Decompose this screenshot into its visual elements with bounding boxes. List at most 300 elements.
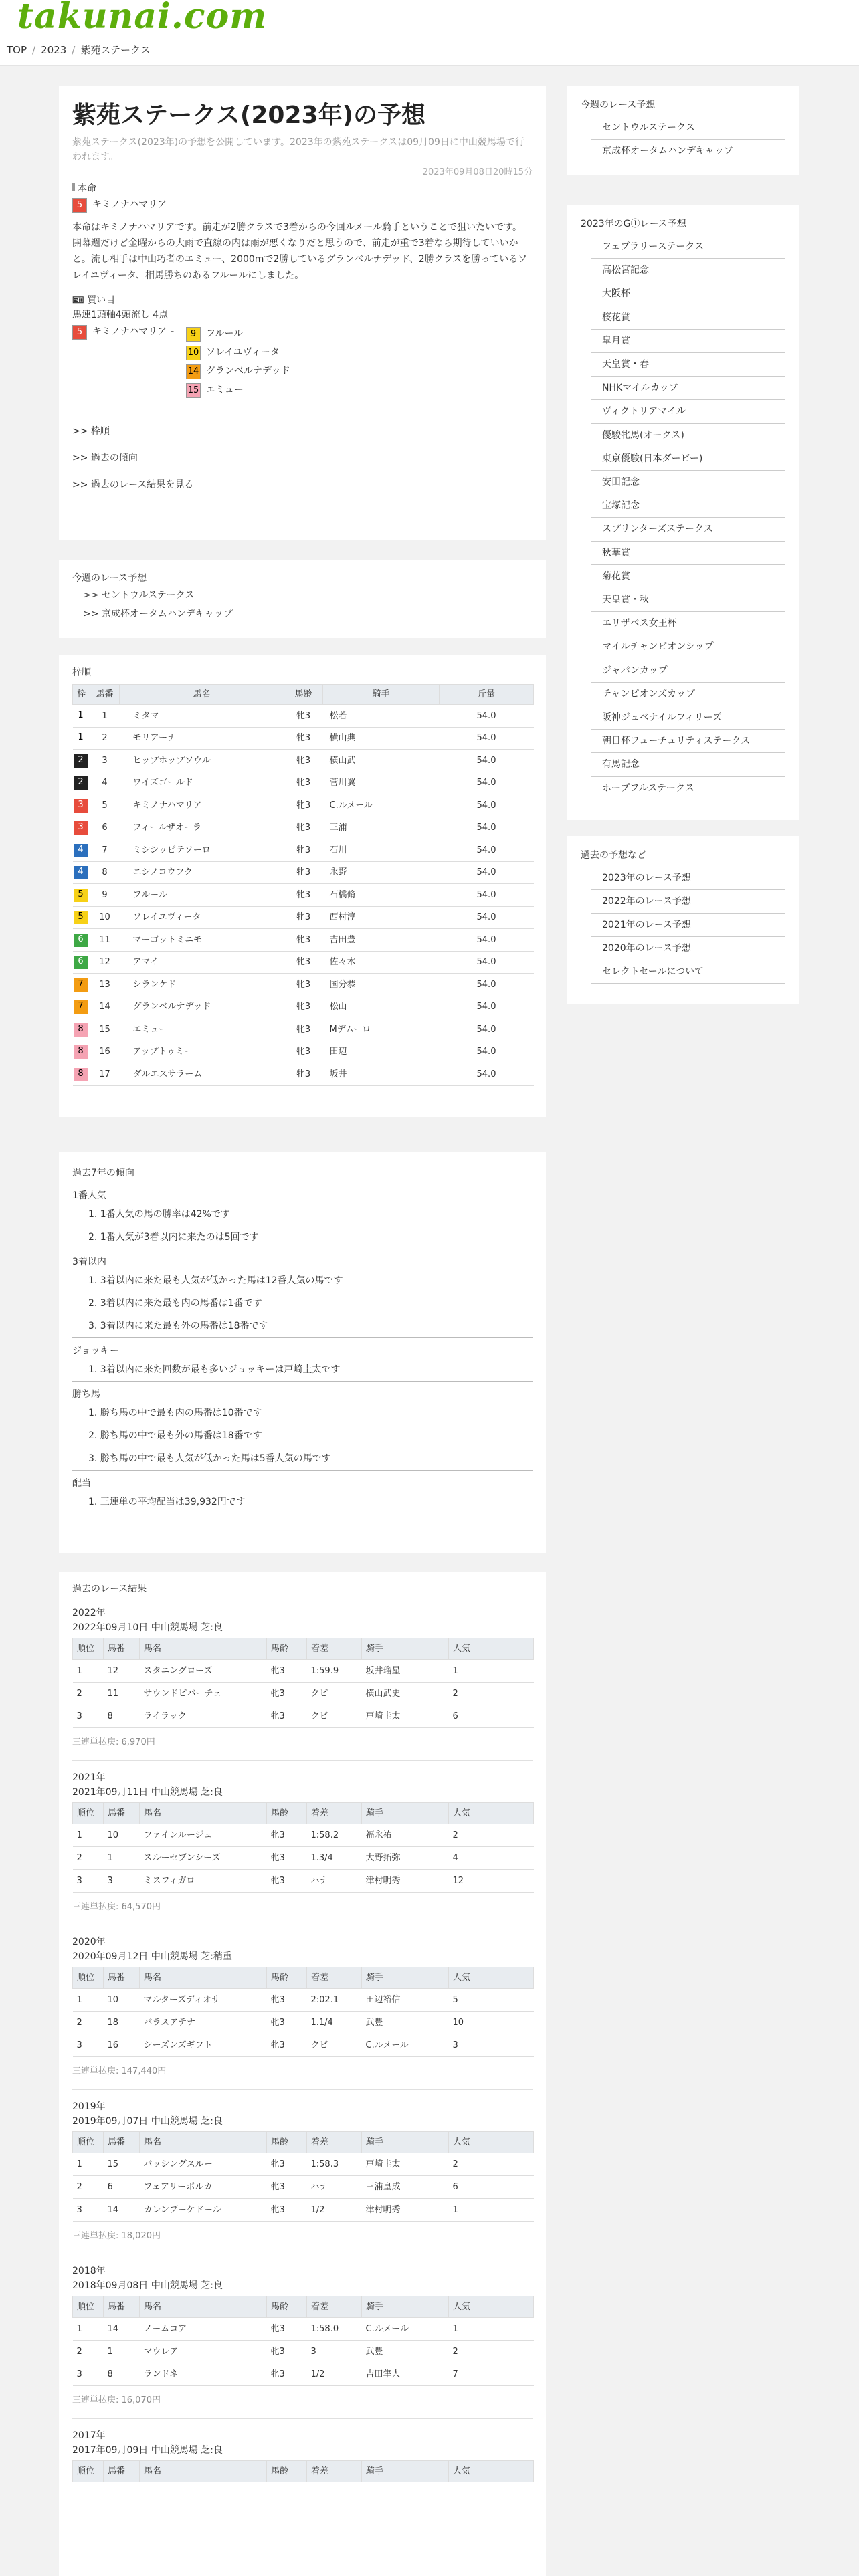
horse-name: グランベルナデッド — [120, 996, 284, 1018]
waku-cell — [73, 1018, 90, 1041]
frame-row — [73, 705, 534, 728]
trifecta-payout: 三連単払戻: 64,570円 — [72, 1902, 161, 1912]
trifecta-payout: 三連単払戻: 16,070円 — [72, 2395, 161, 2405]
jockey: 三浦 — [323, 817, 440, 839]
result-cell: 2 — [449, 2341, 534, 2363]
sidebar-g1-item[interactable]: 皐月賞 — [591, 330, 785, 353]
result-row — [73, 2012, 534, 2034]
result-col: 人気 — [449, 1803, 534, 1824]
result-row — [73, 2034, 534, 2057]
horse-number: 9 — [90, 884, 120, 907]
result-col: 馬名 — [140, 2461, 267, 2482]
spacer — [72, 1338, 533, 1341]
result-table — [72, 2131, 534, 2222]
breadcrumb-year[interactable]: 2023 — [41, 44, 67, 56]
weight: 54.0 — [440, 884, 534, 907]
jockey: 吉田豊 — [323, 929, 440, 952]
sidebar-title: 2023年のGⒾレース予想 — [581, 219, 686, 229]
partner-number: 15 — [186, 383, 201, 398]
site-header — [0, 0, 859, 41]
prediction-article — [59, 86, 546, 540]
sidebar-g1-item[interactable]: マイルチャンピオンシップ — [591, 635, 785, 659]
result-meta: 2020年09月12日 中山競馬場 芝:稍重 — [72, 1951, 232, 1962]
sidebar-g1-item[interactable]: チャンピオンズカップ — [591, 683, 785, 706]
result-year: 2021年 — [72, 1772, 106, 1783]
sidebar-g1-item[interactable]: 天皇賞・春 — [591, 353, 785, 377]
result-cell: 1 — [104, 1847, 140, 1870]
breadcrumb-current: 紫苑ステークス — [80, 44, 151, 56]
sidebar-g1-item[interactable]: 秋華賞 — [591, 542, 785, 565]
sidebar-g1-item[interactable]: 東京優駿(日本ダービー) — [591, 447, 785, 471]
waku-badge: 4 — [74, 844, 88, 857]
this-week-link[interactable]: >> セントウルステークス — [83, 590, 195, 601]
waku-cell — [73, 906, 90, 929]
result-cell: 3 — [449, 2034, 534, 2057]
horse-number: 17 — [90, 1063, 120, 1086]
frame-row — [73, 794, 534, 817]
result-cell: 1 — [449, 2199, 534, 2222]
frame-row — [73, 974, 534, 996]
jockey: 西村淳 — [323, 906, 440, 929]
weight: 54.0 — [440, 1063, 534, 1086]
result-cell: パッシングスルー — [140, 2153, 267, 2176]
result-cell: 1.3/4 — [307, 1847, 362, 1870]
horse-name: ミタマ — [120, 705, 284, 728]
result-col: 人気 — [449, 1638, 534, 1660]
ticket-icon: 🎫︎ — [72, 294, 84, 306]
result-cell: 12 — [104, 1660, 140, 1683]
result-cell: 牝3 — [267, 2363, 307, 2386]
result-col: 馬名 — [140, 1967, 267, 1989]
partner-row — [186, 325, 290, 344]
result-divider — [72, 2089, 533, 2090]
trend-item: 1. 勝ち馬の中で最も内の馬番は10番です — [88, 1408, 262, 1418]
result-col: 人気 — [449, 2461, 534, 2482]
horse-age: 牝3 — [284, 839, 323, 862]
sidebar-past-item[interactable]: セレクトセールについて — [591, 960, 785, 984]
waku-badge: 4 — [74, 866, 88, 879]
result-col: 人気 — [449, 1967, 534, 1989]
waku-badge: 8 — [74, 1045, 88, 1059]
result-cell: 8 — [104, 2363, 140, 2386]
waku-cell — [73, 705, 90, 728]
link-trend[interactable]: >> 過去の傾向 — [72, 452, 138, 463]
jockey: 横山武 — [323, 750, 440, 772]
result-cell: 3 — [73, 2363, 104, 2386]
weight: 54.0 — [440, 772, 534, 794]
waku-cell — [73, 996, 90, 1018]
jockey: 石橋脩 — [323, 884, 440, 907]
horse-name: フルール — [120, 884, 284, 907]
partner-row — [186, 381, 290, 400]
sidebar-g1-item[interactable]: ヴィクトリアマイル — [591, 400, 785, 423]
result-cell: 1 — [73, 1660, 104, 1683]
result-col: 馬名 — [140, 2132, 267, 2153]
result-cell: 12 — [449, 1870, 534, 1893]
sidebar-g1-item[interactable]: 朝日杯フューチュリティステークス — [591, 730, 785, 753]
result-cell: 10 — [104, 1989, 140, 2012]
result-row — [73, 2363, 534, 2386]
result-col: 順位 — [73, 2461, 104, 2482]
result-table — [72, 1967, 534, 2057]
result-col: 騎手 — [362, 2132, 449, 2153]
result-cell: 2:02.1 — [307, 1989, 362, 2012]
horse-age: 牝3 — [284, 974, 323, 996]
result-cell: パラスアテナ — [140, 2012, 267, 2034]
result-cell: クビ — [307, 2034, 362, 2057]
partner-name: エミュー — [206, 385, 244, 395]
frame-row — [73, 1018, 534, 1041]
bet-axis: 5 キミノナハマリア - — [72, 325, 174, 340]
article-lead: 紫苑ステークス(2023年)の予想を公開しています。2023年の紫苑ステークスは09月09日に中山競馬場で行われます。 — [72, 137, 524, 163]
sidebar-g1-item[interactable]: 桜花賞 — [591, 306, 785, 330]
result-table — [72, 1802, 534, 1893]
result-col: 着差 — [307, 1803, 362, 1824]
waku-badge: 5 — [74, 889, 88, 902]
result-header-row — [73, 1967, 534, 1989]
bet-table — [72, 325, 533, 411]
result-cell: 1/2 — [307, 2363, 362, 2386]
result-year-block — [72, 2428, 533, 2482]
horse-age: 牝3 — [284, 1018, 323, 1041]
horse-name: フィールザオーラ — [120, 817, 284, 839]
result-table — [72, 2460, 534, 2482]
result-col: 馬番 — [104, 2132, 140, 2153]
waku-badge: 8 — [74, 1068, 88, 1081]
honmei-pick — [72, 198, 533, 213]
frame-row — [73, 1041, 534, 1063]
result-col: 馬齢 — [267, 2461, 307, 2482]
result-meta: 2018年09月08日 中山競馬場 芝:良 — [72, 2280, 223, 2291]
sidebar-g1-item[interactable]: 阪神ジュベナイルフィリーズ — [591, 706, 785, 730]
result-cell: 武豊 — [362, 2341, 449, 2363]
result-year: 2020年 — [72, 1937, 106, 1947]
honmei-horse-name: キミノナハマリア — [92, 199, 167, 210]
result-cell: 田辺裕信 — [362, 1989, 449, 2012]
weight: 54.0 — [440, 906, 534, 929]
frames-header-row — [73, 685, 534, 705]
sidebar-g1-item[interactable]: 高松宮記念 — [591, 259, 785, 282]
result-col: 馬番 — [104, 2296, 140, 2318]
sidebar-g1-item[interactable]: 宝塚記念 — [591, 494, 785, 518]
horse-name: ソレイユヴィータ — [120, 906, 284, 929]
result-meta: 2019年09月07日 中山競馬場 芝:良 — [72, 2116, 223, 2127]
sidebar-past-item[interactable]: 2020年のレース予想 — [591, 937, 785, 960]
waku-badge: 7 — [74, 1000, 88, 1014]
result-col: 着差 — [307, 1967, 362, 1989]
result-cell: 3 — [307, 2341, 362, 2363]
result-cell: 1:58.0 — [307, 2318, 362, 2341]
sidebar-g1-item[interactable]: ホープフルステークス — [591, 777, 785, 800]
horse-number: 8 — [90, 861, 120, 884]
horse-number: 1 — [90, 705, 120, 728]
result-cell: 三浦皇成 — [362, 2176, 449, 2199]
partner-row — [186, 344, 290, 362]
result-cell: クビ — [307, 1683, 362, 1705]
site-logo[interactable]: takunai.com — [17, 0, 268, 37]
result-cell: 2 — [73, 2176, 104, 2199]
sidebar-past-item[interactable]: 2023年のレース予想 — [591, 867, 785, 890]
axis-number: 5 — [72, 325, 87, 340]
waku-badge: 5 — [74, 911, 88, 924]
this-week-link[interactable]: >> 京成杯オータムハンデキャップ — [83, 609, 233, 619]
trend-item: 1. 1番人気の馬の勝率は42%です — [88, 1209, 230, 1220]
result-cell: 牝3 — [267, 1989, 307, 2012]
frame-row — [73, 996, 534, 1018]
jockey: 石川 — [323, 839, 440, 862]
horse-name: ダルエスサラーム — [120, 1063, 284, 1086]
weight: 54.0 — [440, 951, 534, 974]
horse-number: 12 — [90, 951, 120, 974]
result-cell: 1 — [104, 2341, 140, 2363]
result-col: 馬番 — [104, 2461, 140, 2482]
waku-cell — [73, 861, 90, 884]
link-past-results[interactable]: >> 過去のレース結果を見る — [72, 479, 194, 490]
horse-age: 牝3 — [284, 906, 323, 929]
result-cell: 6 — [449, 2176, 534, 2199]
col-jockey: 騎手 — [323, 685, 440, 705]
weight: 54.0 — [440, 839, 534, 862]
result-cell: 牝3 — [267, 2034, 307, 2057]
sidebar-g1-item[interactable]: 有馬記念 — [591, 753, 785, 776]
jockey: 松山 — [323, 996, 440, 1018]
result-cell: 武豊 — [362, 2012, 449, 2034]
trend-section — [59, 1152, 546, 1553]
sidebar-g1-item[interactable]: ジャパンカップ — [591, 659, 785, 683]
result-cell: 津村明秀 — [362, 1870, 449, 1893]
weight: 54.0 — [440, 705, 534, 728]
result-cell: 1 — [73, 1989, 104, 2012]
horse-number: 7 — [90, 839, 120, 862]
jockey: 横山典 — [323, 727, 440, 750]
result-table — [72, 1638, 534, 1728]
result-cell: 戸崎圭太 — [362, 2153, 449, 2176]
result-cell: 牝3 — [267, 1847, 307, 1870]
result-col: 騎手 — [362, 1803, 449, 1824]
partner-name: フルール — [206, 328, 244, 339]
result-cell: 福永祐一 — [362, 1824, 449, 1847]
frame-row — [73, 951, 534, 974]
frames-section — [59, 655, 546, 1117]
result-cell: 8 — [104, 1705, 140, 1728]
horse-name: ヒップホップソウル — [120, 750, 284, 772]
result-cell: シーズンズギフト — [140, 2034, 267, 2057]
result-meta: 2021年09月11日 中山競馬場 芝:良 — [72, 1787, 223, 1798]
result-cell: 18 — [104, 2012, 140, 2034]
horse-name: ニシノコウフク — [120, 861, 284, 884]
waku-badge: 3 — [74, 821, 88, 835]
result-col: 着差 — [307, 2132, 362, 2153]
result-cell: マルターズディオサ — [140, 1989, 267, 2012]
weight: 54.0 — [440, 974, 534, 996]
sidebar-g1-item[interactable]: 菊花賞 — [591, 565, 785, 588]
trend-item: 3. 3着以内に来た最も外の馬番は18番です — [88, 1321, 268, 1331]
result-row — [73, 2199, 534, 2222]
sidebar-g1-item[interactable]: フェブラリーステークス — [591, 235, 785, 259]
result-year-block — [72, 2099, 533, 2254]
this-week-box — [59, 560, 546, 638]
result-cell: 1 — [449, 1660, 534, 1683]
horse-age: 牝3 — [284, 1063, 323, 1086]
sidebar-g1-item[interactable]: 天皇賞・秋 — [591, 588, 785, 612]
result-col: 馬齢 — [267, 1803, 307, 1824]
horse-number: 5 — [90, 794, 120, 817]
waku-badge: 1 — [74, 710, 88, 723]
sidebar-g1-item[interactable]: スプリンターズステークス — [591, 518, 785, 541]
sidebar-item[interactable]: セントウルステークス — [591, 116, 785, 140]
result-divider — [72, 2418, 533, 2419]
waku-cell — [73, 817, 90, 839]
result-row — [73, 1847, 534, 1870]
result-row — [73, 1824, 534, 1847]
result-cell: 3 — [73, 1870, 104, 1893]
result-cell: ハナ — [307, 1870, 362, 1893]
sidebar-item[interactable]: 京成杯オータムハンデキャップ — [591, 140, 785, 163]
waku-badge: 2 — [74, 754, 88, 768]
jockey: 松若 — [323, 705, 440, 728]
horse-name: ミシシッピテソーロ — [120, 839, 284, 862]
result-cell: 1 — [73, 2318, 104, 2341]
weight: 54.0 — [440, 929, 534, 952]
result-col: 馬番 — [104, 1967, 140, 1989]
waku-cell — [73, 772, 90, 794]
result-cell: C.ルメール — [362, 2034, 449, 2057]
sidebar-g1-item[interactable]: エリザベス女王杯 — [591, 612, 785, 635]
result-cell: 3 — [73, 2034, 104, 2057]
result-row — [73, 1660, 534, 1683]
horse-name: エミュー — [120, 1018, 284, 1041]
result-year: 2017年 — [72, 2430, 106, 2441]
weight: 54.0 — [440, 817, 534, 839]
sidebar-g1-item[interactable]: 優駿牝馬(オークス) — [591, 424, 785, 447]
trend-item: 3. 勝ち馬の中で最も人気が低かった馬は5番人気の馬です — [88, 1453, 331, 1464]
result-col: 順位 — [73, 2296, 104, 2318]
result-cell: 3 — [104, 1870, 140, 1893]
breadcrumb: TOP / 2023 / 紫苑ステークス — [0, 41, 859, 66]
result-row — [73, 1989, 534, 2012]
spacer — [72, 1513, 533, 1516]
result-cell: 牝3 — [267, 1705, 307, 1728]
result-cell: マウレア — [140, 2341, 267, 2363]
jockey: 田辺 — [323, 1041, 440, 1063]
col-name: 馬名 — [120, 685, 284, 705]
waku-cell — [73, 974, 90, 996]
breadcrumb-top[interactable]: TOP — [7, 44, 27, 56]
result-cell: 11 — [104, 1683, 140, 1705]
result-col: 馬齢 — [267, 1638, 307, 1660]
trend-item: 2. 勝ち馬の中で最も外の馬番は18番です — [88, 1430, 262, 1441]
result-cell: 2 — [73, 1847, 104, 1870]
link-frames[interactable]: >> 枠順 — [72, 425, 110, 437]
waku-cell — [73, 750, 90, 772]
trend-category: ジョッキー — [72, 1346, 119, 1356]
sidebar-past-item[interactable]: 2022年のレース予想 — [591, 890, 785, 914]
jockey: Mデムーロ — [323, 1018, 440, 1041]
sidebar-g1-item[interactable]: 安田記念 — [591, 471, 785, 494]
result-cell: 吉田隼人 — [362, 2363, 449, 2386]
sidebar-g1-item[interactable]: NHKマイルカップ — [591, 377, 785, 400]
frame-row — [73, 839, 534, 862]
trend-category: 3着以内 — [72, 1257, 106, 1267]
result-col: 人気 — [449, 2296, 534, 2318]
waku-badge: 2 — [74, 776, 88, 790]
horse-number: 14 — [90, 996, 120, 1018]
past-results-section — [59, 1572, 546, 2576]
result-cell: サウンドビバーチェ — [140, 1683, 267, 1705]
result-row — [73, 2341, 534, 2363]
result-cell: 2 — [449, 1683, 534, 1705]
horse-name: ワイズゴールド — [120, 772, 284, 794]
results-title: 過去のレース結果 — [72, 1584, 147, 1594]
result-col: 順位 — [73, 2132, 104, 2153]
result-col: 着差 — [307, 1638, 362, 1660]
result-year: 2022年 — [72, 1608, 106, 1618]
horse-age: 牝3 — [284, 772, 323, 794]
trifecta-payout: 三連単払戻: 18,020円 — [72, 2231, 161, 2241]
horse-age: 牝3 — [284, 1041, 323, 1063]
result-col: 馬齢 — [267, 1967, 307, 1989]
result-cell: 戸崎圭太 — [362, 1705, 449, 1728]
frame-row — [73, 929, 534, 952]
result-year-block — [72, 1606, 533, 1761]
result-year: 2018年 — [72, 2266, 106, 2276]
result-col: 人気 — [449, 2132, 534, 2153]
result-row — [73, 2318, 534, 2341]
result-cell: 1:59.9 — [307, 1660, 362, 1683]
sidebar-g1-item[interactable]: 大阪杯 — [591, 282, 785, 306]
result-cell: 横山武史 — [362, 1683, 449, 1705]
trend-item: 1. 3着以内に来た回数が最も多いジョッキーは戸崎圭太です — [88, 1364, 341, 1375]
trifecta-payout: 三連単払戻: 147,440円 — [72, 2066, 167, 2076]
horse-name: モリアーナ — [120, 727, 284, 750]
partner-name: ソレイユヴィータ — [206, 347, 280, 358]
horse-number: 15 — [90, 1018, 120, 1041]
result-cell: 6 — [104, 2176, 140, 2199]
result-cell: 6 — [449, 1705, 534, 1728]
publish-date: 2023年09月08日20時15分 — [422, 167, 533, 177]
sidebar-title: 過去の予想など — [581, 850, 646, 861]
result-col: 馬番 — [104, 1803, 140, 1824]
frame-row — [73, 1063, 534, 1086]
trend-item: 2. 3着以内に来た最も内の馬番は1番です — [88, 1298, 262, 1309]
col-waku: 枠 — [73, 685, 90, 705]
horse-age: 牝3 — [284, 794, 323, 817]
horse-age: 牝3 — [284, 996, 323, 1018]
honmei-heading: 本命 — [72, 182, 533, 195]
sidebar-past-item[interactable]: 2021年のレース予想 — [591, 914, 785, 937]
trifecta-payout: 三連単払戻: 6,970円 — [72, 1737, 155, 1747]
result-cell: 坂井瑠星 — [362, 1660, 449, 1683]
weight: 54.0 — [440, 1018, 534, 1041]
result-cell: 牝3 — [267, 2199, 307, 2222]
weight: 54.0 — [440, 794, 534, 817]
waku-cell — [73, 1063, 90, 1086]
partner-name: グランベルナデッド — [206, 366, 290, 377]
result-col: 馬名 — [140, 2296, 267, 2318]
result-cell: ライラック — [140, 1705, 267, 1728]
result-cell: フェアリーポルカ — [140, 2176, 267, 2199]
result-cell: 2 — [449, 2153, 534, 2176]
col-weight: 斤量 — [440, 685, 534, 705]
trend-title: 過去7年の傾向 — [72, 1168, 134, 1178]
result-col: 馬齢 — [267, 2296, 307, 2318]
horse-age: 牝3 — [284, 861, 323, 884]
result-cell: 5 — [449, 1989, 534, 2012]
horse-number: 16 — [90, 1041, 120, 1063]
result-cell: 牝3 — [267, 2341, 307, 2363]
prediction-body: 本命はキミノナハマリアです。前走が2勝クラスで3着からの今回ルメール騎手ということで狙いたいです。開幕週だけど金曜からの大雨で直線の内は雨が悪くなりだと思うので、前走が重で3着なら期待していいかと。流し相手は中山巧者のエミュー、2000mで2勝しているグランベルナデッド、2勝クラスを勝っているソレイユヴィータ、相馬勝ちのあるフルールにしました。 — [72, 221, 527, 281]
result-cell: 15 — [104, 2153, 140, 2176]
